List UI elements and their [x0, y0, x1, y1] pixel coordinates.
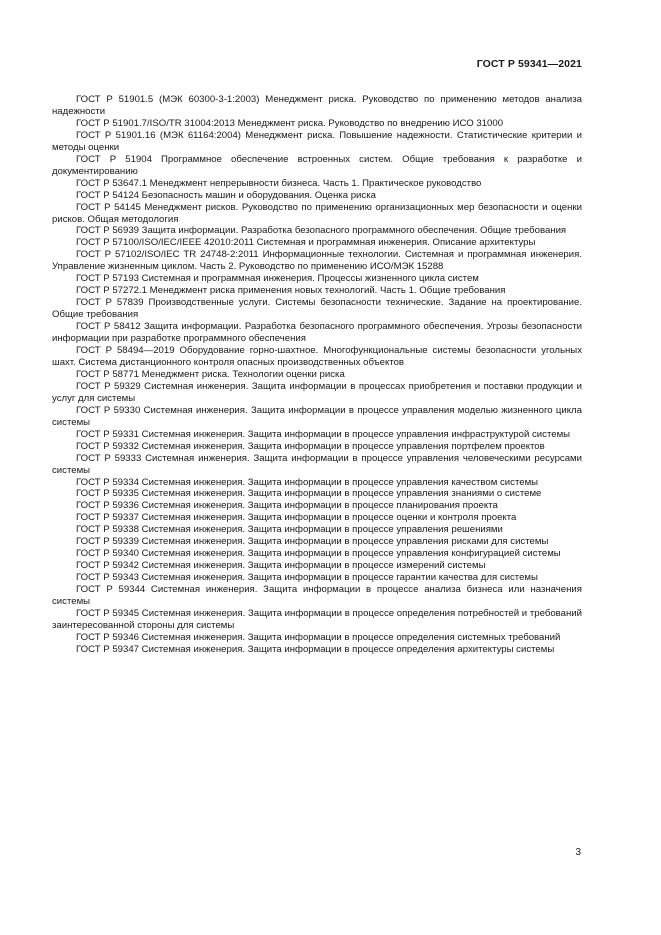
reference-item: ГОСТ Р 59332 Системная инженерия. Защита информации в процессе управления портфелем проектов: [76, 440, 545, 452]
reference-item: ГОСТ Р 57272.1 Менеджмент риска применения новых технологий. Часть 1. Общие требования: [76, 285, 506, 297]
reference-item: ГОСТ Р 51901.16 (МЭК 61164:2004) Менеджмент риска. Повышение надежности. Статистические критерии и методы оценки: [52, 129, 582, 153]
reference-item: ГОСТ Р 59329 Системная инженерия. Защита информации в процессах приобретения и поставки продукции и услуг для системы: [52, 380, 582, 404]
reference-item: ГОСТ Р 59337 Системная инженерия. Защита информации в процессе оценки и контроля проекта: [76, 512, 517, 524]
reference-item: ГОСТ Р 59340 Системная инженерия. Защита информации в процессе управления конфигурацией системы: [76, 548, 561, 560]
reference-item: ГОСТ Р 58412 Защита информации. Разработка безопасного программного обеспечения. Угрозы безопасности информации при разработке программного обеспечения: [52, 321, 582, 345]
reference-item: ГОСТ Р 59343 Системная инженерия. Защита информации в процессе гарантии качества для системы: [76, 572, 538, 584]
reference-item: ГОСТ Р 59335 Системная инженерия. Защита информации в процессе управления знаниями о системе: [76, 488, 542, 500]
reference-item: ГОСТ Р 57100/ISO/IEC/IEEE 42010:2011 Системная и программная инженерия. Описание архитектуры: [76, 237, 536, 249]
reference-item: ГОСТ Р 59334 Системная инженерия. Защита информации в процессе управления качеством системы: [76, 476, 539, 488]
reference-item: ГОСТ Р 54124 Безопасность машин и оборудования. Оценка риска: [76, 189, 376, 201]
reference-item: ГОСТ Р 57102/ISO/IEC TR 24748-2:2011 Информационные технологии. Системная и программная инженерия. Управление жизненным циклом. Часть 2. Руководство по применению ИСО/МЭК 15288: [52, 249, 582, 273]
reference-item: ГОСТ Р 56939 Защита информации. Разработка безопасного программного обеспечения. Общие требования: [76, 225, 567, 237]
document-code-header: ГОСТ Р 59341—2021: [476, 58, 582, 70]
reference-item: ГОСТ Р 57193 Системная и программная инженерия. Процессы жизненного цикла систем: [76, 273, 479, 285]
reference-item: ГОСТ Р 59339 Системная инженерия. Защита информации в процессе управления рисками для системы: [76, 536, 549, 548]
reference-item: ГОСТ Р 58494—2019 Оборудование горно-шахтное. Многофункциональные системы безопасности угольных шахт. Система дистанционного контроля опасных производственных объектов: [52, 345, 582, 368]
reference-item: ГОСТ Р 59346 Системная инженерия. Защита информации в процессе определения системных требований: [76, 631, 561, 643]
reference-item: ГОСТ Р 53647.1 Менеджмент непрерывности бизнеса. Часть 1. Практическое руководство: [76, 177, 482, 189]
reference-item: ГОСТ Р 59330 Системная инженерия. Защита информации в процессе управления моделью жизненного цикла системы: [52, 404, 582, 428]
reference-item: ГОСТ Р 58771 Менеджмент риска. Технологии оценки риска: [76, 368, 345, 380]
reference-item: ГОСТ Р 59342 Системная инженерия. Защита информации в процессе измерений системы: [76, 560, 486, 572]
reference-item: ГОСТ Р 59331 Системная инженерия. Защита информации в процессе управления инфраструктурой системы: [76, 428, 571, 440]
reference-item: ГОСТ Р 57839 Производственные услуги. Системы безопасности технические. Задание на проектирование. Общие требования: [52, 297, 582, 321]
page-number: 3: [575, 847, 581, 858]
reference-item: ГОСТ Р 59338 Системная инженерия. Защита информации в процессе управления решениями: [76, 524, 503, 536]
reference-item: ГОСТ Р 59344 Системная инженерия. Защита информации в процессе анализа бизнеса или назначения системы: [52, 584, 582, 608]
reference-item: ГОСТ Р 54145 Менеджмент рисков. Руководство по применению организационных мер безопасности и оценки рисков. Общая методология: [52, 201, 582, 225]
reference-item: ГОСТ Р 59333 Системная инженерия. Защита информации в процессе управления человеческими ресурсами системы: [52, 452, 582, 476]
reference-item: ГОСТ Р 51904 Программное обеспечение встроенных систем. Общие требования к разработке и документированию: [52, 153, 582, 177]
normative-references-list: [52, 94, 582, 656]
reference-item: ГОСТ Р 59347 Системная инженерия. Защита информации в процессе определения архитектуры системы: [76, 643, 555, 655]
reference-item: ГОСТ Р 59345 Системная инженерия. Защита информации в процессе определения потребностей и требований заинтересованной стороны для системы: [52, 607, 582, 631]
reference-item: ГОСТ Р 59336 Системная инженерия. Защита информации в процессе планирования проекта: [76, 500, 498, 512]
reference-item: ГОСТ Р 51901.7/ISO/TR 31004:2013 Менеджмент риска. Руководство по внедрению ИСО 31000: [76, 117, 504, 129]
reference-item: ГОСТ Р 51901.5 (МЭК 60300-3-1:2003) Менеджмент риска. Руководство по применению методов анализа надежности: [52, 94, 582, 117]
